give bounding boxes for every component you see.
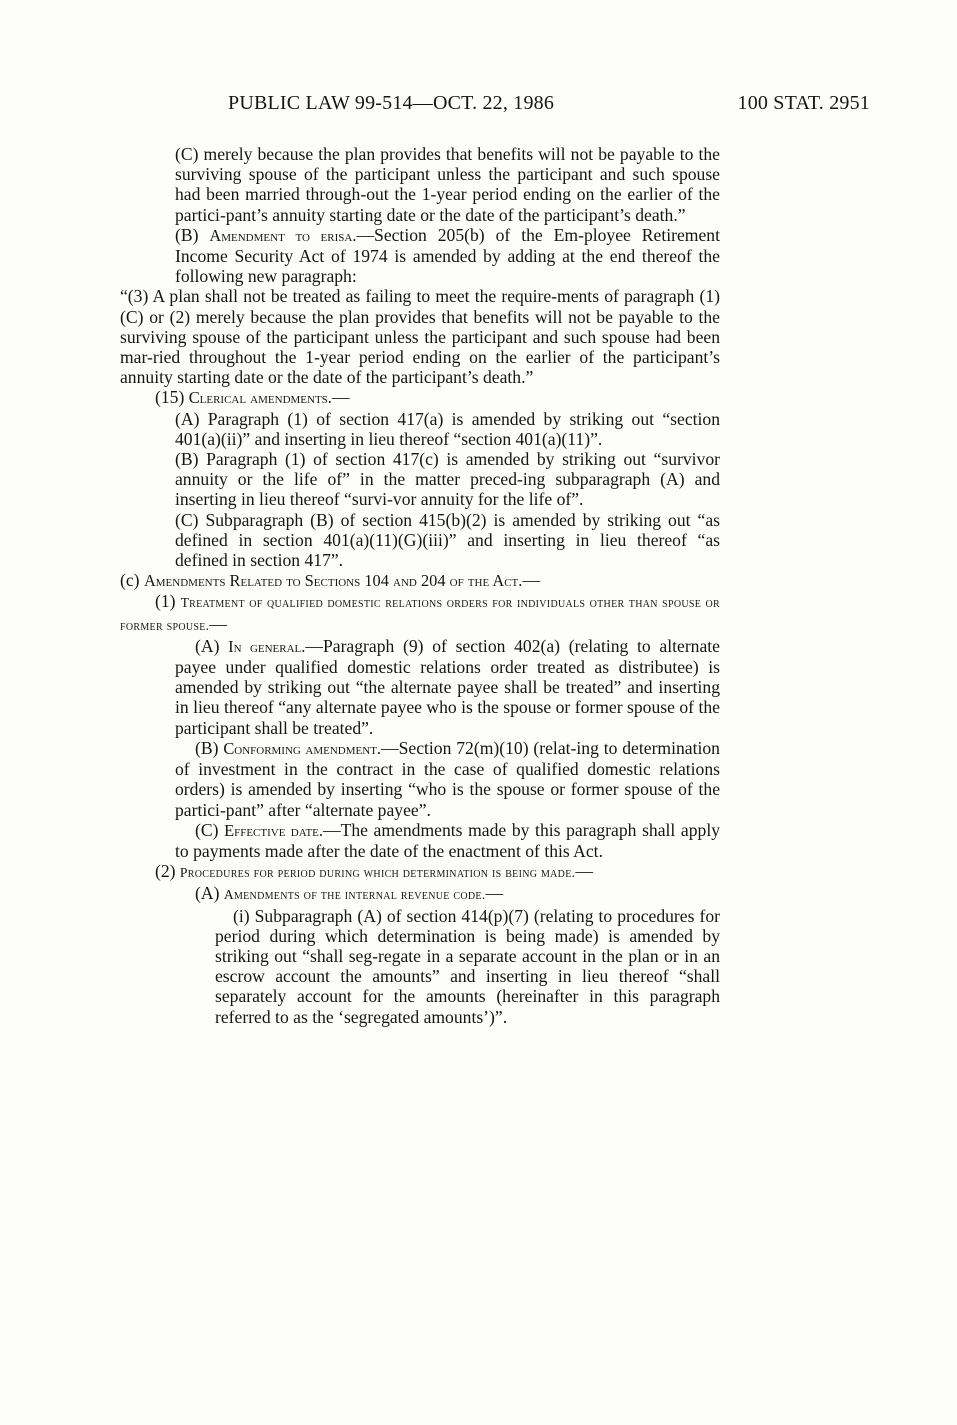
paragraph-text: (B) Paragraph (1) of section 417(c) is amended by striking out “survivor annuity or the life of” in the matter preced-ing subparagraph (A) and inserting in lieu thereof “survi-vor annuity for the life of”. (175, 449, 720, 510)
paragraph-heading: Amendments of the internal revenue code. (223, 887, 486, 903)
header-stat-page: 100 STAT. 2951 (737, 92, 870, 114)
paragraph-label: (B) (175, 224, 210, 245)
paragraph-2-procedures (120, 861, 720, 883)
paragraph-a-in-general (120, 636, 720, 738)
paragraph-dash: — (575, 861, 593, 882)
paragraph-heading: Effective date. (224, 820, 323, 840)
paragraph-text: —The amendments made by this paragraph shall apply to payments made after the date of the enactment of this Act. (175, 819, 721, 861)
paragraph-dash: — (485, 883, 504, 904)
paragraph-a-amendments-irc (120, 883, 720, 905)
paragraph-quoted-3 (120, 286, 720, 387)
paragraph-heading: Treatment of qualified domestic relations orders for individuals other than spouse or former spouse. (120, 595, 720, 633)
paragraph-1-treatment-qdro (120, 591, 720, 635)
paragraph-label: (2) (155, 861, 180, 882)
paragraph-heading: Amendment to erisa. (209, 225, 357, 245)
paragraph-text: —Section 205(b) of the Em-ployee Retirement Income Security Act of 1974 is amended by adding at the end thereof the following new paragraph: (175, 224, 720, 287)
paragraph-label: (A) (195, 883, 224, 904)
paragraph-heading: Procedures for period during which determination is being made. (179, 865, 576, 881)
paragraph-text: (A) Paragraph (1) of section 417(a) is amended by striking out “section 401(a)(ii)” and inserting in lieu thereof “section 401(a)(11)”. (175, 408, 720, 449)
paragraph-text: —Paragraph (9) of section 402(a) (relating to alternate payee under qualified domestic relations order treated as distributee) is amended by striking out “the alternate payee shall be treated” and inserting in lieu thereof “any alternate payee who is the spouse or former spouse of the participant shall be treated”. (175, 635, 720, 738)
paragraph-text: “(3) A plan shall not be treated as failing to meet the require-ments of paragraph (1)(C) or (2) merely because the plan provides that benefits will not be payable to the surviving spouse of the participant unless the participant and such spouse had been mar-ried throughout the 1-year period ending on the earlier of the participant’s annuity starting date or the date of the participant’s death.” (120, 286, 720, 388)
subsection-c-heading (120, 570, 720, 591)
paragraph-a-417a (120, 409, 720, 449)
paragraph-dash: — (209, 613, 227, 634)
paragraph-15-clerical-amendments (120, 387, 720, 408)
paragraph-label: (c) (120, 570, 144, 591)
paragraph-c-merely-because (120, 144, 720, 225)
paragraph-label: (C) (195, 819, 225, 840)
paragraph-text: (C) merely because the plan provides that benefits will not be payable to the surviving spouse of the participant unless the participant and such spouse had been married through-out the 1-year period ending on the earlier of the partici-pant’s annuity starting date or the date of the participant’s death.” (175, 144, 720, 225)
paragraph-b-conforming-amendment (120, 738, 720, 820)
header-law-citation: PUBLIC LAW 99-514—OCT. 22, 1986 (228, 92, 555, 114)
paragraph-text: (C) Subparagraph (B) of section 415(b)(2) is amended by striking out “as defined in section 401(a)(11)(G)(iii)” and inserting in lieu thereof “as defined in section 417”. (175, 509, 720, 571)
paragraph-b-amendment-to-erisa (120, 225, 720, 287)
paragraph-i-414p7 (120, 906, 720, 1027)
paragraph-c-415b2 (120, 510, 720, 571)
document-body (120, 144, 720, 1027)
paragraph-dash: — (331, 387, 350, 408)
page-header (228, 92, 870, 122)
paragraph-label: (1) (155, 591, 181, 612)
paragraph-heading: In general. (228, 636, 306, 656)
paragraph-heading: Clerical amendments. (188, 388, 332, 408)
paragraph-label: (A) (195, 635, 229, 656)
paragraph-heading: Amendments Related to Sections 104 and 204 of the Act. (143, 571, 523, 591)
paragraph-c-effective-date (120, 820, 720, 861)
paragraph-text: (i) Subparagraph (A) of section 414(p)(7) (relating to procedures for period during which determination is being made) is amended by striking out “shall seg-regate in a separate account in the plan or in an escrow account the amounts” and inserting in lieu thereof “shall separately account for the amounts (hereinafter in this paragraph referred to as the ‘segregated amounts’)”. (215, 905, 720, 1027)
paragraph-label: (B) (195, 737, 224, 758)
paragraph-label: (15) (155, 387, 189, 408)
paragraph-heading: Conforming amendment. (223, 738, 382, 758)
paragraph-b-417c (120, 449, 720, 510)
paragraph-dash: — (522, 570, 540, 591)
paragraph-text: —Section 72(m)(10) (relat-ing to determination of investment in the contract in the case of qualified domestic relations orders) is amended by inserting “who is the spouse or former spouse of the partici-pant” after “alternate payee”. (175, 737, 720, 820)
